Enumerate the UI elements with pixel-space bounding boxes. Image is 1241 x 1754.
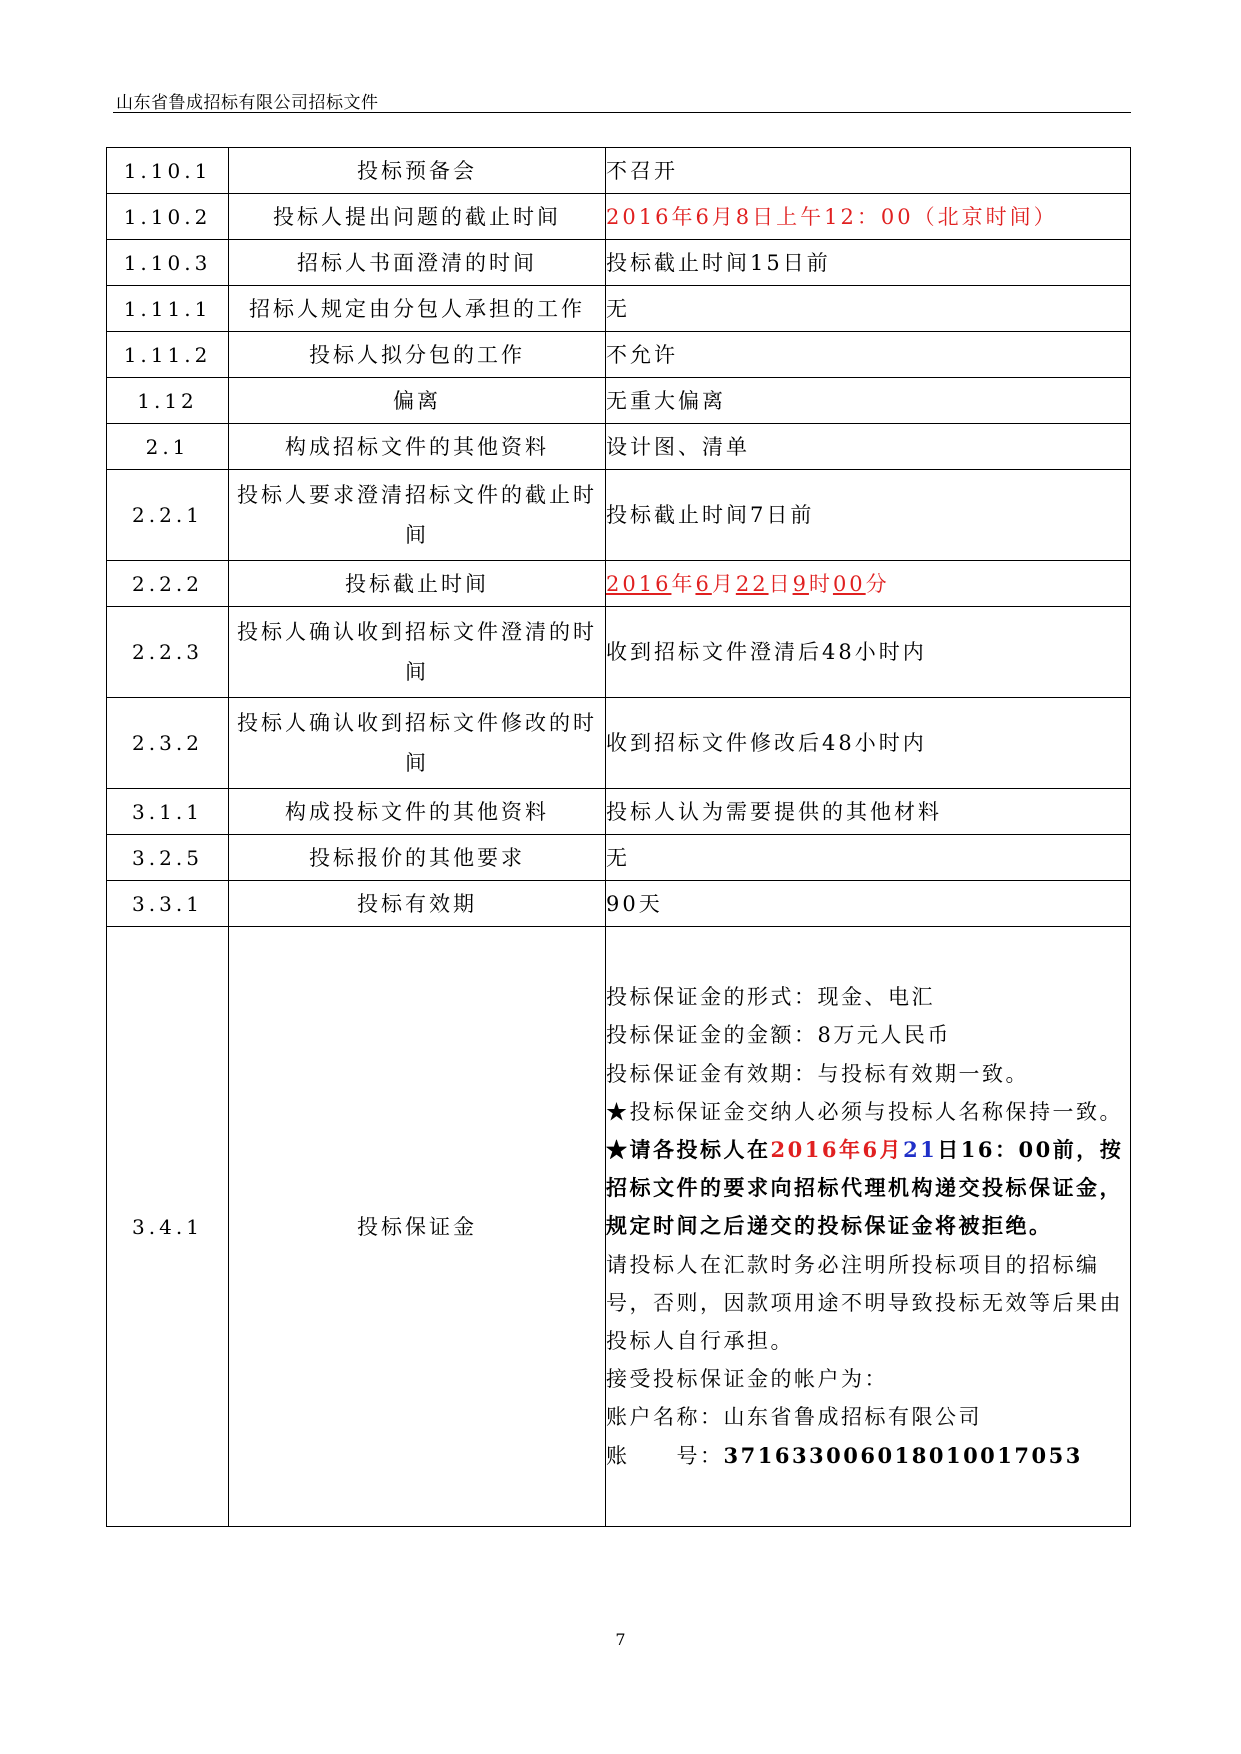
deadline-day: 22 — [735, 571, 769, 596]
bond-account-name: 账户名称：山东省鲁成招标有限公司 — [606, 1405, 982, 1430]
clause-number: 2.1 — [107, 424, 229, 470]
table-row — [107, 561, 1131, 607]
clause-item: 投标人提出问题的截止时间 — [229, 194, 606, 240]
bid-bond-details — [606, 927, 1131, 1527]
clause-value: 无 — [606, 286, 1131, 332]
table-row — [107, 194, 1131, 240]
clause-value: 收到招标文件修改后48小时内 — [606, 698, 1131, 789]
clause-number: 1.10.1 — [107, 148, 229, 194]
table-row — [107, 470, 1131, 561]
bond-validity: 投标保证金有效期：与投标有效期一致。 — [606, 1061, 1029, 1086]
account-number: 371633006018010017053 — [723, 1442, 1083, 1468]
deadline-year-month: 2016年6月 — [770, 1136, 904, 1162]
clause-number: 1.12 — [107, 378, 229, 424]
clause-number: 1.10.2 — [107, 194, 229, 240]
table-row — [107, 332, 1131, 378]
bond-account-number-line — [606, 1437, 1130, 1475]
deadline-month: 6 — [695, 571, 712, 596]
deadline-day-unit: 日 — [768, 571, 793, 596]
clause-value: 投标截止时间7日前 — [606, 470, 1131, 561]
table-row — [107, 607, 1131, 698]
clause-value: 不允许 — [606, 332, 1131, 378]
clause-number: 3.4.1 — [107, 927, 229, 1527]
bond-remit-note: 请投标人在汇款时务必注明所投标项目的招标编号，否则，因款项用途不明导致投标无效等后果由投标人自行承担。 — [606, 1252, 1123, 1353]
clause-value: 无 — [606, 835, 1131, 881]
clause-number: 2.2.2 — [107, 561, 229, 607]
clause-number: 2.3.2 — [107, 698, 229, 789]
table-row — [107, 789, 1131, 835]
bond-payer-note: ★投标保证金交纳人必须与投标人名称保持一致。 — [606, 1099, 1123, 1124]
clause-item: 投标预备会 — [229, 148, 606, 194]
page-number: 7 — [615, 1630, 626, 1649]
table-row — [107, 698, 1131, 789]
deadline-minute-unit: 分 — [865, 571, 890, 596]
clause-number: 1.10.3 — [107, 240, 229, 286]
clause-item: 投标保证金 — [229, 927, 606, 1527]
deadline-year: 2016 — [606, 571, 672, 596]
clause-item: 投标截止时间 — [229, 561, 606, 607]
deadline-hour: 9 — [792, 571, 809, 596]
table-row — [107, 881, 1131, 927]
clause-number: 2.2.1 — [107, 470, 229, 561]
bond-account-intro: 接受投标保证金的帐户为： — [606, 1367, 888, 1392]
clause-item: 偏离 — [229, 378, 606, 424]
table-row — [107, 835, 1131, 881]
deadline-day: 21 — [903, 1136, 938, 1162]
clause-item: 投标报价的其他要求 — [229, 835, 606, 881]
clause-number: 3.2.5 — [107, 835, 229, 881]
clause-number: 1.11.2 — [107, 332, 229, 378]
table-row — [107, 424, 1131, 470]
clause-item: 投标人确认收到招标文件修改的时间 — [229, 698, 606, 789]
clause-value: 90天 — [606, 881, 1131, 927]
clause-number: 2.2.3 — [107, 607, 229, 698]
clause-item: 招标人规定由分包人承担的工作 — [229, 286, 606, 332]
deadline-rest: 日16：00前，按招标文件的要求向招标代理机构递交投标保证金，规定时间之后递交的投标保证金将被拒绝。 — [606, 1136, 1124, 1239]
deadline-hour-unit: 时 — [808, 571, 833, 596]
bond-amount: 投标保证金的金额：8万元人民币 — [606, 1023, 951, 1048]
clause-number: 3.3.1 — [107, 881, 229, 927]
clause-value: 不召开 — [606, 148, 1131, 194]
clause-number: 3.1.1 — [107, 789, 229, 835]
clause-item: 投标人拟分包的工作 — [229, 332, 606, 378]
deadline-prefix: ★请各投标人在 — [606, 1136, 771, 1162]
clause-value: 投标人认为需要提供的其他材料 — [606, 789, 1131, 835]
clause-item: 投标人要求澄清招标文件的截止时间 — [229, 470, 606, 561]
document-header-title: 山东省鲁成招标有限公司招标文件 — [116, 93, 379, 113]
deadline-minute: 00 — [832, 571, 866, 596]
clause-value: 无重大偏离 — [606, 378, 1131, 424]
table-row — [107, 378, 1131, 424]
clause-item: 构成招标文件的其他资料 — [229, 424, 606, 470]
clause-item: 投标有效期 — [229, 881, 606, 927]
clause-value: 收到招标文件澄清后48小时内 — [606, 607, 1131, 698]
header-divider — [113, 112, 1131, 113]
clause-number: 1.11.1 — [107, 286, 229, 332]
clause-item: 构成投标文件的其他资料 — [229, 789, 606, 835]
deadline-year-unit: 年 — [671, 571, 696, 596]
clause-item: 投标人确认收到招标文件澄清的时间 — [229, 607, 606, 698]
table-row — [107, 286, 1131, 332]
clause-value: 2016年6月8日上午12：00（北京时间） — [606, 194, 1131, 240]
bid-data-table — [106, 147, 1131, 1527]
clause-value: 设计图、清单 — [606, 424, 1131, 470]
table-row — [107, 240, 1131, 286]
bid-deadline-value — [606, 561, 1131, 607]
bond-deadline-notice — [606, 1131, 1130, 1246]
account-number-label: 账 号： — [606, 1443, 724, 1468]
table-row — [107, 927, 1131, 1527]
clause-value: 投标截止时间15日前 — [606, 240, 1131, 286]
bond-form: 投标保证金的形式：现金、电汇 — [606, 985, 935, 1010]
deadline-month-unit: 月 — [711, 571, 736, 596]
table-row — [107, 148, 1131, 194]
clause-item: 招标人书面澄清的时间 — [229, 240, 606, 286]
